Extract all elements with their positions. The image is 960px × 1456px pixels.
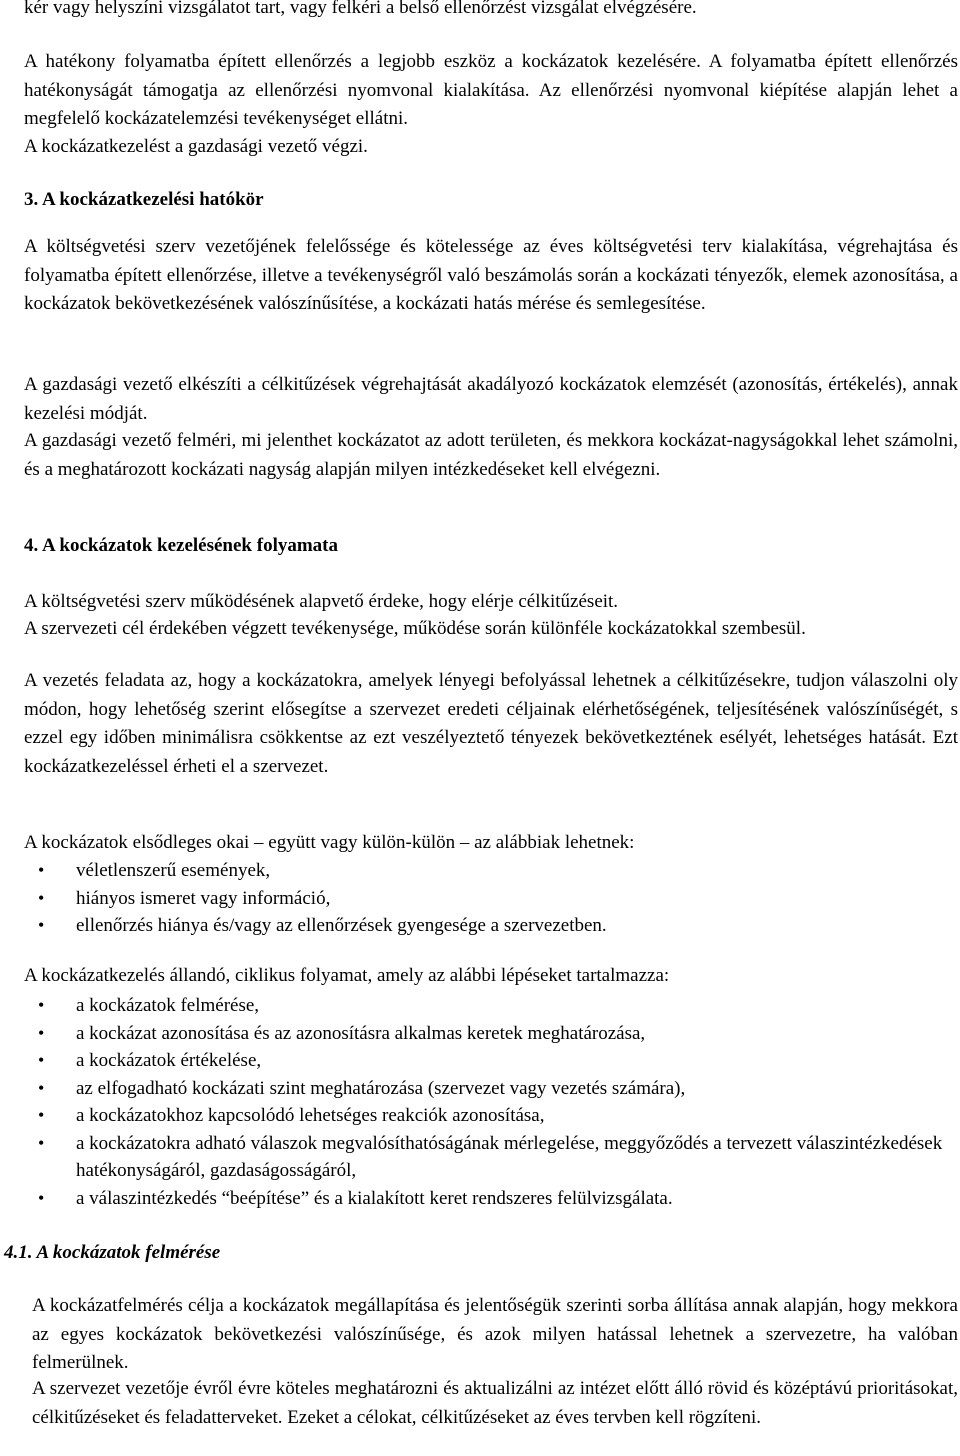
list-item: • véletlenszerű események, [24, 857, 958, 885]
bullet-icon: • [38, 995, 45, 1015]
list-item: • a kockázatok értékelése, [24, 1047, 958, 1075]
intro-paragraph: A hatékony folyamatba épített ellenőrzés a legjobb eszköz a kockázatok kezelésére. A folyamatba épített ellenőrzés hatékonyságát támogatja az ellenőrzési nyomvonal kialakítása. Az ellenőrzési nyomvonal kiépítése alapján lehet a megfelelő kockázatelemzési tevékenységet ellátni. [24, 51, 958, 129]
bullet-icon: • [38, 887, 45, 908]
steps-intro: A kockázatkezelés állandó, ciklikus folyamat, amely az alábbi lépéseket tartalmazza: [24, 965, 670, 986]
bullet-icon: • [38, 1105, 45, 1125]
section-4-1-paragraph-2: A szervezet vezetője évről évre köteles meghatározni és aktualizálni az intézet előtt álló rövid és középtávú prioritásokat, célkitűzéseket és feladatterveket. Ezeket a célokat, célkitűzéseket az éves tervben kell rögzíteni. [32, 1378, 958, 1428]
intro-paragraph-last: A kockázatkezelést a gazdasági vezető végzi. [24, 136, 368, 157]
list-item: • a válaszintézkedés “beépítése” és a kialakított keret rendszeres felülvizsgálata. [24, 1185, 958, 1213]
bullet-icon: • [38, 1050, 45, 1070]
list-item: • ellenőrzés hiánya és/vagy az ellenőrzések gyengesége a szervezetben. [24, 912, 958, 940]
section-4-1-paragraph-1: A kockázatfelmérés célja a kockázatok megállapítása és jelentőségük szerinti sorba állítása annak alapján, hogy mekkora az egyes kockázatok bekövetkezési valószínűsége, és azok milyen hatással lehetnek a szervezetre, ha valóban felmerülnek. [32, 1295, 958, 1373]
section-3-paragraph-1: A költségvetési szerv vezetőjének felelőssége és kötelessége az éves költségvetési terv kialakítása, végrehajtása és folyamatba épített ellenőrzése, illetve a tevékenységről való beszámolás során a kockázati tényezők, elemek azonosítása, a kockázatok bekövetkezésének valószínűsítése, a kockázati hatás mérése és semlegesítése. [24, 236, 958, 314]
list-item: • a kockázatokhoz kapcsolódó lehetséges reakciók azonosítása, [24, 1102, 958, 1130]
section-3-paragraph-3: A gazdasági vezető felméri, mi jelenthet kockázatot az adott területen, és mekkora kockázat-nagyságokkal lehet számolni, és a meghatározott kockázati nagyság alapján milyen intézkedéseket kell elvégezni. [24, 430, 958, 480]
section-3-heading: 3. A kockázatkezelési hatókör [24, 189, 264, 210]
bullet-icon: • [38, 1022, 45, 1043]
list-item: • hiányos ismeret vagy információ, [24, 885, 958, 913]
causes-list [24, 857, 958, 940]
section-4-1-heading: 4.1. A kockázatok felmérése [4, 1242, 221, 1263]
causes-intro: A kockázatok elsődleges okai – együtt vagy külön-külön – az alábbiak lehetnek: [24, 832, 635, 853]
section-4-paragraph-1: A költségvetési szerv működésének alapvető érdeke, hogy elérje célkitűzéseit. [24, 591, 619, 612]
bullet-icon: • [38, 1187, 45, 1208]
bullet-icon: • [38, 860, 45, 880]
bullet-icon: • [38, 1077, 45, 1098]
bullet-icon: • [38, 1132, 45, 1153]
bullet-icon: • [38, 915, 45, 935]
section-3-paragraph-2: A gazdasági vezető elkészíti a célkitűzések végrehajtását akadályozó kockázatok elemzését (azonosítás, értékelés), annak kezelési módját. [24, 374, 958, 424]
intro-line: kér vagy helyszíni vizsgálatot tart, vagy felkéri a belső ellenőrzést vizsgálat elvégzésére. [24, 0, 697, 18]
list-item: • a kockázatokra adható válaszok megvalósíthatóságának mérlegelése, meggyőződés a tervezett válaszintézkedések hatékonyságáról, gazdaságosságáról, [24, 1130, 958, 1185]
section-4-paragraph-2: A szervezeti cél érdekében végzett tevékenysége, működése során különféle kockázatokkal szembesül. [24, 618, 806, 639]
section-4-paragraph-3: A vezetés feladata az, hogy a kockázatokra, amelyek lényegi befolyással lehetnek a célkitűzésekre, tudjon válaszolni oly módon, hogy lehetőség szerint elősegítse a szervezet eredeti céljainak elérhetőségének, teljesítésének valószínűségét, s ezzel egy időben minimálisra csökkentse az ezt veszélyeztető tényezek bekövetkeztének esélyét, lehetséges hatását. Ezt kockázatkezeléssel érheti el a szervezet. [24, 670, 958, 777]
steps-list [24, 992, 958, 1212]
section-4-heading: 4. A kockázatok kezelésének folyamata [24, 535, 339, 556]
list-item: • a kockázat azonosítása és az azonosításra alkalmas keretek meghatározása, [24, 1020, 958, 1048]
list-item: • a kockázatok felmérése, [24, 992, 958, 1020]
list-item: • az elfogadható kockázati szint meghatározása (szervezet vagy vezetés számára), [24, 1075, 958, 1103]
